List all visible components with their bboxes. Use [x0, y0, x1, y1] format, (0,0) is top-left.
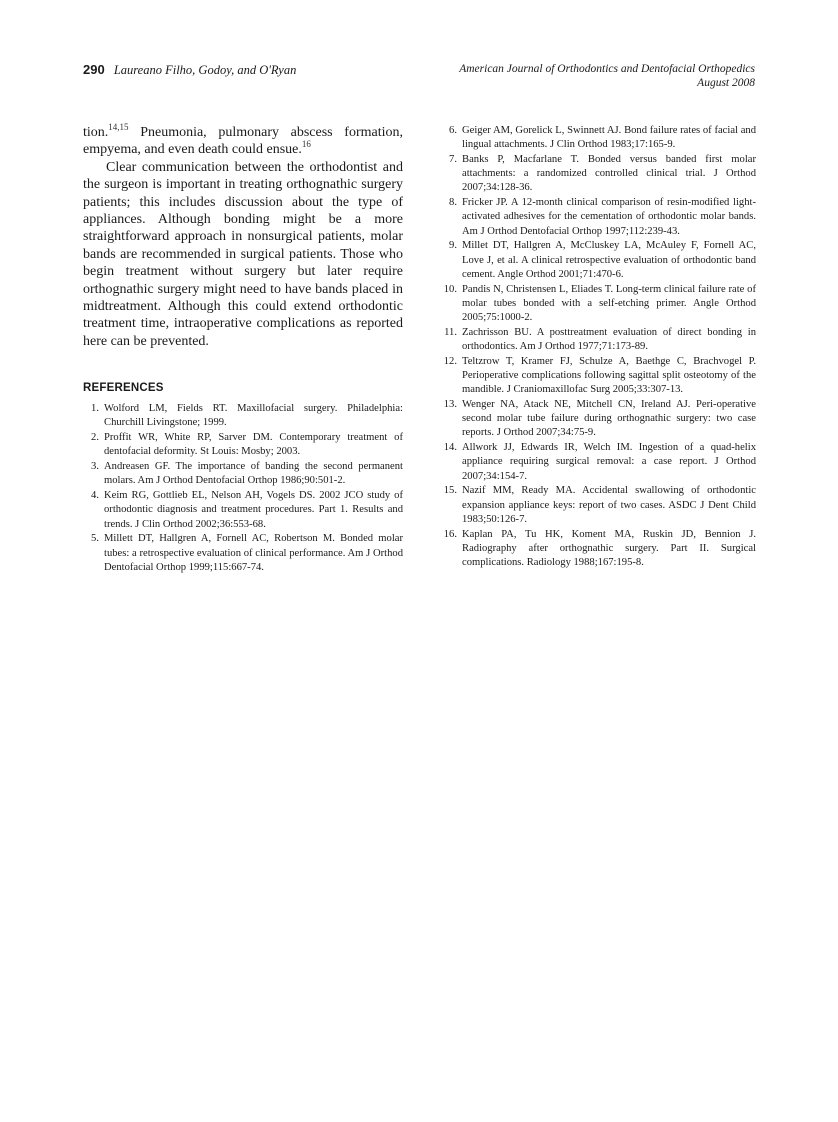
reference-number: 8. — [449, 197, 457, 209]
reference-item — [441, 326, 756, 354]
reference-item — [441, 283, 756, 326]
reference-list-left — [83, 402, 403, 575]
reference-text: Zachrisson BU. A posttreatment evaluation of direct bonding in orthodontics. Am J Orthod 1977;71:173-89. — [462, 326, 756, 353]
citation-link[interactable]: 14,15 — [108, 122, 129, 132]
reference-number: 1. — [91, 403, 99, 415]
reference-number: 9. — [449, 240, 457, 252]
body-text — [83, 124, 403, 350]
reference-item — [83, 431, 403, 459]
reference-text: Kaplan PA, Tu HK, Koment MA, Ruskin JD, Bennion J. Radiography after orthognathic surgery. Part II. Surgical complications. Radiology 1988;167:195-8. — [462, 528, 756, 569]
reference-text: Banks P, Macfarlane T. Bonded versus banded first molar attachments: a randomized controlled clinical trial. J Orthod 2007;34:128-36. — [462, 154, 756, 194]
p1-start: tion. — [83, 125, 109, 140]
reference-text: Nazif MM, Ready MA. Accidental swallowing of orthodontic expansion appliance keys: report of two cases. ASDC J Dent Child 1983;50:126-7. — [462, 485, 756, 525]
reference-text: Wenger NA, Atack NE, Mitchell CN, Ireland AJ. Peri-operative second molar tube failure during orthognathic surgery: two case reports. J Orthod 2007;34:75-9. — [462, 399, 756, 439]
reference-number: 4. — [91, 490, 99, 502]
reference-number: 10. — [443, 283, 457, 295]
right-column — [441, 124, 756, 571]
journal-title: American Journal of Orthodontics and Dentofacial Orthopedics — [459, 63, 755, 75]
reference-number: 7. — [449, 154, 457, 165]
reference-text: Pandis N, Christensen L, Eliades T. Long-term clinical failure rate of molar tubes bonded with a self-etching primer. Angle Orthod 2005;75:1000-2. — [462, 283, 756, 324]
reference-number: 5. — [91, 533, 99, 545]
reference-text: Proffit WR, White RP, Sarver DM. Contemporary treatment of dentofacial deformity. St Louis: Mosby; 2003. — [104, 432, 403, 458]
reference-text: Fricker JP. A 12-month clinical comparison of resin-modified light-activated adhesives for the cementation of orthodontic molar bands. Am J Orthod Dentofacial Orthop 1997;112:239-43. — [462, 197, 756, 237]
issue-date: August 2008 — [697, 77, 755, 89]
references-heading: REFERENCES — [83, 382, 164, 395]
reference-item — [83, 532, 403, 575]
reference-list-right — [441, 124, 756, 570]
reference-item — [441, 441, 756, 484]
reference-number: 16. — [443, 528, 457, 540]
reference-text: Geiger AM, Gorelick L, Swinnett AJ. Bond failure rates of facial and lingual attachments. J Clin Orthod 1983;17:165-9. — [462, 125, 756, 151]
reference-item — [441, 355, 756, 398]
reference-item — [441, 398, 756, 441]
reference-number: 6. — [449, 125, 457, 136]
reference-item — [441, 484, 756, 527]
reference-number: 13. — [443, 399, 457, 411]
reference-item — [83, 489, 403, 532]
reference-text: Keim RG, Gottlieb EL, Nelson AH, Vogels DS. 2002 JCO study of orthodontic diagnosis and treatment procedures. Part 1. Results and trends. J Clin Orthod 2002;36:553-68. — [104, 490, 403, 530]
reference-text: Teltzrow T, Kramer FJ, Schulze A, Baethge C, Brachvogel P. Perioperative complications following sagittal split osteotomy of the mandible. J Craniomaxillofac Surg 2005;33:307-13. — [462, 355, 756, 396]
reference-number: 11. — [444, 326, 457, 338]
citation-link[interactable]: 16 — [301, 139, 311, 150]
reference-item — [441, 528, 756, 571]
reference-number: 3. — [91, 461, 99, 473]
running-authors: Laureano Filho, Godoy, and O'Ryan — [113, 63, 297, 77]
reference-text: Wolford LM, Fields RT. Maxillofacial surgery. Philadelphia: Churchill Livingstone; 1999. — [104, 403, 403, 429]
reference-number: 15. — [443, 485, 457, 497]
left-column — [83, 124, 403, 576]
reference-text: Millett DT, Hallgren A, Fornell AC, Robertson M. Bonded molar tubes: a retrospective evaluation of clinical performance. Am J Orthod Dentofacial Orthop 1999;115:667-74. — [104, 533, 403, 573]
paragraph-1 — [83, 124, 403, 159]
reference-number: 14. — [443, 442, 457, 454]
reference-item — [441, 239, 756, 282]
page-number: 290 — [83, 62, 105, 77]
reference-number: 2. — [91, 432, 99, 444]
reference-text: Andreasen GF. The importance of banding the second permanent molars. Am J Orthod Dentofacial Orthop 1986;90:501-2. — [104, 461, 403, 487]
reference-item — [441, 153, 756, 196]
paragraph-2: Clear communication between the orthodontist and the surgeon is important in treating orthognathic surgery patients; this includes discussion about the type of appliances. Although bonding might be a more straightforward approach in nonsurgical patients, molar bands are recommended in surgical patients. Those who begin treatment without surgery but later require orthognathic surgery might need to have bands placed in midtreatment. Although this could extend orthodontic treatment time, intraoperative complications as reported here can be prevented. — [83, 159, 403, 349]
reference-item — [83, 460, 403, 488]
running-header-left — [83, 62, 296, 78]
running-header-right — [459, 62, 755, 90]
reference-text: Millet DT, Hallgren A, McCluskey LA, McAuley F, Fornell AC, Love J, et al. A clinical retrospective evaluation of orthodontic band cement. Angle Orthod 2001;71:470-6. — [462, 240, 756, 280]
reference-text: Allwork JJ, Edwards IR, Welch IM. Ingestion of a quad-helix appliance requiring surgical removal: a case report. J Orthod 2007;34:154-7. — [462, 442, 756, 482]
reference-number: 12. — [443, 355, 457, 367]
p1-rest: Pneumonia, pulmonary abscess formation, empyema, and even death could ensue. — [83, 125, 403, 158]
reference-item — [83, 402, 403, 430]
reference-item — [441, 124, 756, 152]
reference-item — [441, 196, 756, 239]
